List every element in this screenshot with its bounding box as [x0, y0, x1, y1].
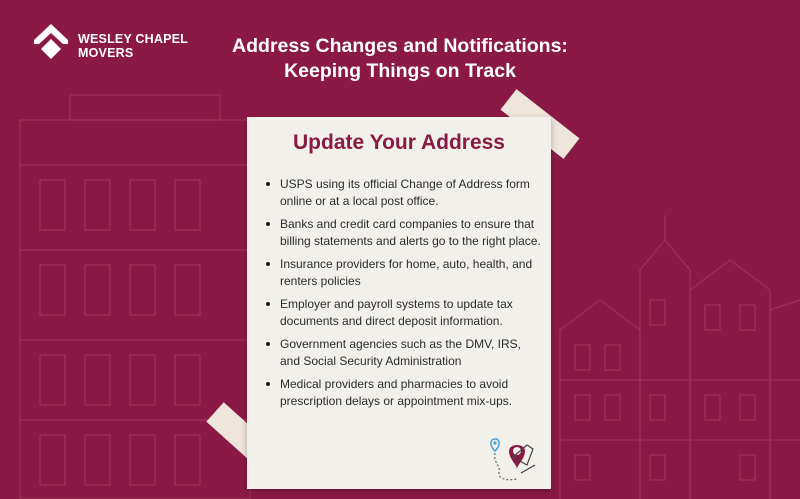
list-item — [265, 336, 543, 369]
list-item-label: USPS using its official Change of Address form online or at a local post office. — [280, 177, 530, 208]
list-item — [265, 256, 543, 289]
card-title: Update Your Address — [293, 131, 505, 154]
bullet-icon — [266, 262, 270, 266]
brand-name-line2: MOVERS — [78, 45, 134, 60]
route-map-pin-icon — [487, 435, 539, 490]
brand-name-line1: WESLEY CHAPEL — [78, 31, 189, 46]
list-item-label: Medical providers and pharmacies to avoid prescription delays or appointment mix-ups. — [280, 377, 513, 408]
page-title-line2: Keeping Things on Track — [284, 60, 516, 82]
brand-logo[interactable] — [30, 22, 188, 69]
address-update-card — [247, 117, 551, 489]
page-title — [170, 34, 630, 84]
list-item — [265, 216, 543, 249]
bullet-icon — [266, 182, 270, 186]
bullet-icon — [266, 222, 270, 226]
list-item-label: Employer and payroll systems to update tax documents and direct deposit information. — [280, 297, 513, 328]
list-item-label: Insurance providers for home, auto, health, and renters policies — [280, 257, 533, 288]
list-item — [265, 176, 543, 209]
address-update-list — [265, 176, 543, 416]
bullet-icon — [266, 302, 270, 306]
list-item-label: Banks and credit card companies to ensure that billing statements and alerts go to the right place. — [280, 217, 541, 248]
list-item-label: Government agencies such as the DMV, IRS, and Social Security Administration — [280, 337, 522, 368]
page-title-line1: Address Changes and Notifications: — [232, 35, 568, 57]
bullet-icon — [266, 382, 270, 386]
bullet-icon — [266, 342, 270, 346]
list-item — [265, 296, 543, 329]
list-item — [265, 376, 543, 409]
house-diamond-icon — [30, 22, 72, 69]
